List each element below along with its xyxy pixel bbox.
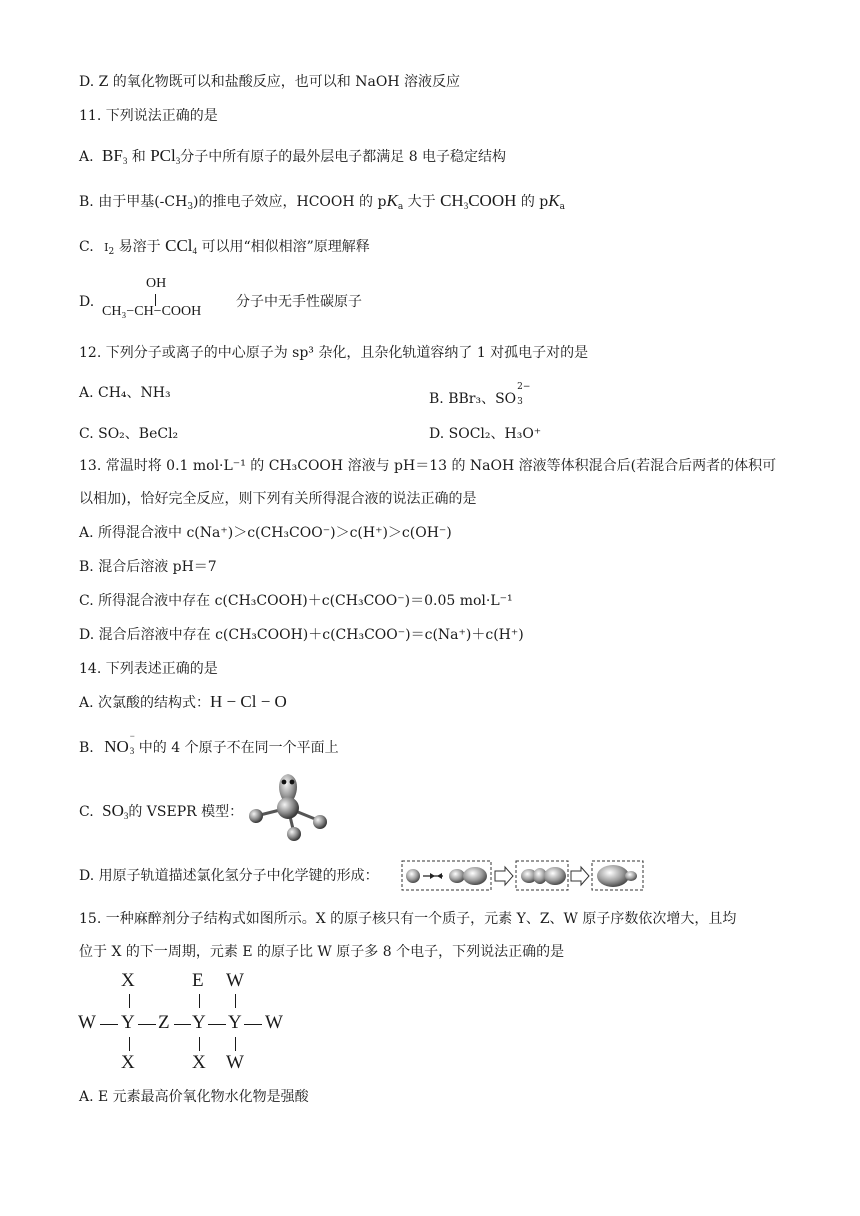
q15-stem-line1: 15. 一种麻醉剂分子结构式如图所示。X 的原子核只有一个质子，元素 Y、Z、W 原子序数依次增大，且均 (79, 911, 737, 927)
atom-x-bottom-1: X (121, 1052, 135, 1073)
q14-option-d: D. 用原子轨道描述氯化氢分子中化学键的形成： (79, 868, 379, 884)
atom-x-bottom-2: X (192, 1052, 206, 1073)
atom-w-left: W (78, 1012, 96, 1033)
q11-stem: 11. 下列说法正确的是 (79, 108, 218, 124)
bond (129, 1037, 130, 1051)
bond (244, 1024, 262, 1025)
q13-stem-line2: 以相加)，恰好完全反应，则下列有关所得混合液的说法正确的是 (79, 491, 477, 507)
q12-option-c: C. SO₂、BeCl₂ (79, 426, 179, 442)
q14-stem: 14. 下列表述正确的是 (79, 661, 218, 677)
bond (235, 1037, 236, 1051)
hydroxyl-label: OH (146, 276, 167, 291)
q11-option-a: A. $BF_3$ 和 PCl$_3$分子中所有原子的最外层电子都满足 8 电子稳定结构 (79, 146, 507, 166)
q11-option-d: D. (79, 294, 95, 310)
q12-option-a: A. CH₄、NH₃ (79, 385, 171, 401)
q14-option-c: C. $SO_3$的 VSEPR 模型： (79, 801, 244, 821)
lactic-acid-structure (100, 276, 235, 324)
bond (138, 1024, 156, 1025)
q13-option-a: A. 所得混合液中 c(Na⁺)＞c(CH₃COO⁻)＞c(H⁺)＞c(OH⁻) (79, 525, 452, 541)
bond (129, 994, 130, 1008)
anesthetic-structure-diagram (78, 970, 298, 1075)
vsepr-model-image (238, 766, 338, 846)
carbon-chain-label: CH₃−CH−COOH (102, 304, 202, 319)
atom-w-top: W (226, 970, 244, 991)
orbital-overlap-diagram (401, 859, 645, 893)
q15-stem-line2: 位于 X 的下一周期，元素 E 的原子比 W 原子多 8 个电子，下列说法正确的是 (79, 944, 565, 960)
atom-y-1: Y (121, 1012, 135, 1033)
q11-option-d-text: 分子中无手性碳原子 (236, 294, 362, 310)
q11-option-c: C. $I_2$ 易溶于 CCl$_4$ 可以用“相似相溶”原理解释 (79, 236, 370, 257)
atom-w-right: W (265, 1012, 283, 1033)
q10-option-d: D. Z 的氧化物既可以和盐酸反应，也可以和 NaOH 溶液反应 (79, 74, 460, 90)
q11-option-b: B. 由于甲基$(-CH_3)$的推电子效应，HCOOH 的 $pK_a$ 大于 $CH_3COOH$ 的 $pK_a$ (79, 191, 565, 212)
atom-e-top: E (192, 970, 204, 991)
q12-stem: 12. 下列分子或离子的中心原子为 sp³ 杂化，且杂化轨道容纳了 1 对孤电子对的是 (79, 345, 589, 361)
atom-y-2: Y (192, 1012, 206, 1033)
q13-option-c: C. 所得混合液中存在 c(CH₃COOH)＋c(CH₃COO⁻)＝0.05 mol·L⁻¹ (79, 593, 513, 609)
q13-option-b: B. 混合后溶液 pH＝7 (79, 559, 217, 575)
bond (100, 1024, 118, 1025)
bond (208, 1024, 226, 1025)
bond (235, 994, 236, 1008)
atom-y-3: Y (228, 1012, 242, 1033)
q14-option-b: B. NO − 3 中的 4 个原子不在同一个平面上 (79, 731, 339, 756)
q13-option-d: D. 混合后溶液中存在 c(CH₃COOH)＋c(CH₃COO⁻)＝c(Na⁺)＋c(H⁺) (79, 627, 524, 643)
bond (199, 1037, 200, 1051)
atom-w-bottom: W (226, 1052, 244, 1073)
atom-x-top: X (121, 970, 135, 991)
bond (174, 1024, 191, 1025)
q14-option-a: A. 次氯酸的结构式：H − Cl − O (79, 692, 287, 711)
q12-option-d: D. SOCl₂、H₃O⁺ (429, 426, 542, 442)
atom-z: Z (158, 1012, 170, 1033)
bond (199, 994, 200, 1008)
q12-option-b: B. BBr₃、SO 2− 3 (429, 382, 531, 407)
q13-stem-line1: 13. 常温时将 0.1 mol·L⁻¹ 的 CH₃COOH 溶液与 pH＝13 的 NaOH 溶液等体积混合后(若混合后两者的体积可 (79, 458, 777, 474)
q15-option-a: A. E 元素最高价氧化物水化物是强酸 (79, 1089, 309, 1105)
